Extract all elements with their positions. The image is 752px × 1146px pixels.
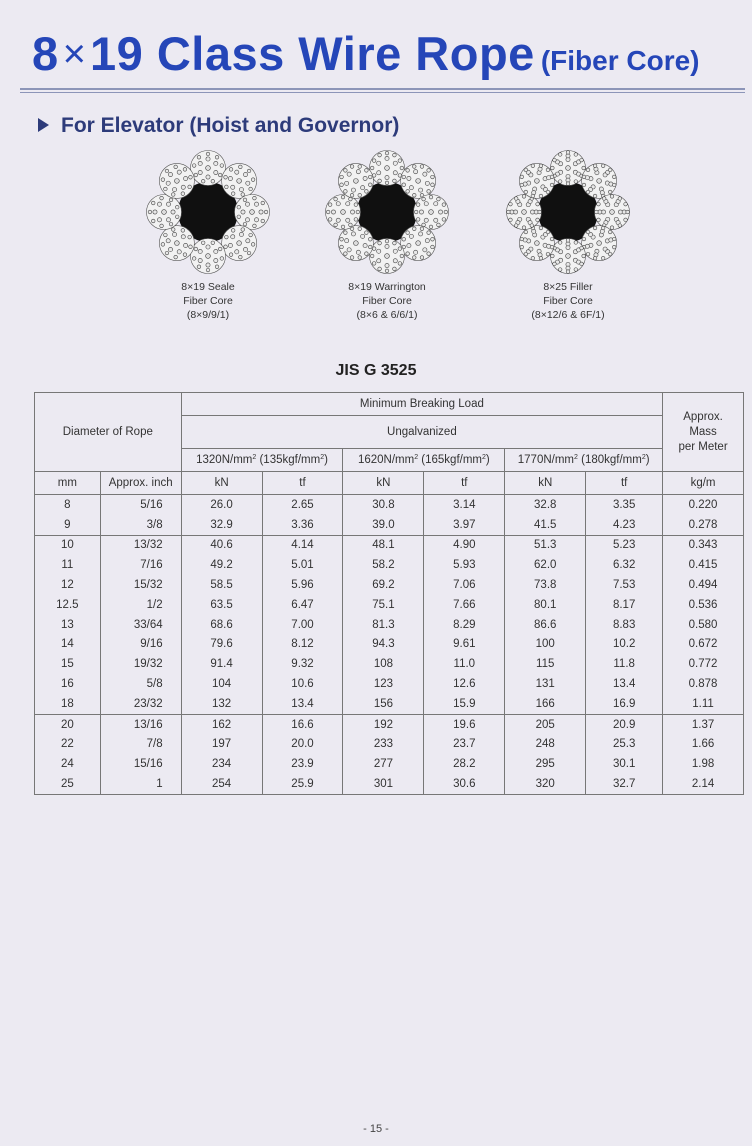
cell-tf-1770: 10.2: [586, 635, 663, 655]
header-diameter: Diameter of Rope: [35, 393, 182, 472]
cell-tf-1770: 13.4: [586, 674, 663, 694]
table-row: [35, 754, 744, 774]
cell-inch: 15/32: [100, 575, 181, 595]
cell-mass: 0.278: [663, 515, 744, 535]
cell-kn-1770: 32.8: [505, 495, 586, 515]
table-row: [35, 535, 744, 555]
header-grade-1320: [181, 449, 343, 472]
cell-inch: 3/8: [100, 515, 181, 535]
table-row: [35, 555, 744, 575]
table-row: [35, 714, 744, 734]
cell-mm: 10: [35, 535, 101, 555]
cell-tf-1620: 30.6: [424, 774, 505, 794]
cell-kn-1620: 58.2: [343, 555, 424, 575]
cell-mass: 2.14: [663, 774, 744, 794]
cell-kn-1770: 80.1: [505, 595, 586, 615]
cell-mass: 0.343: [663, 535, 744, 555]
header-mass: [663, 393, 744, 472]
cell-mass: 1.11: [663, 694, 744, 714]
cell-kn-1620: 156: [343, 694, 424, 714]
standard-label: JIS G 3525: [335, 362, 417, 379]
cell-tf-1620: 3.14: [424, 495, 505, 515]
cell-mass: 1.66: [663, 735, 744, 755]
cell-kn-1320: 104: [181, 674, 262, 694]
cell-inch: 33/64: [100, 615, 181, 635]
sup: 2: [574, 454, 578, 461]
table-row: [35, 575, 744, 595]
cell-mm: 24: [35, 754, 101, 774]
sup: 2: [320, 454, 325, 461]
grade-text: ): [645, 454, 650, 466]
cell-mm: 13: [35, 615, 101, 635]
cell-mm: 16: [35, 674, 101, 694]
cell-mass: 0.672: [663, 635, 744, 655]
cell-inch: 1: [100, 774, 181, 794]
cell-mm: 15: [35, 654, 101, 674]
cell-inch: 23/32: [100, 694, 181, 714]
header-tf: tf: [424, 472, 505, 495]
cell-kn-1320: 58.5: [181, 575, 262, 595]
cell-tf-1620: 5.93: [424, 555, 505, 575]
cell-inch: 13/16: [100, 714, 181, 734]
cell-kn-1770: 86.6: [505, 615, 586, 635]
cell-kn-1620: 48.1: [343, 535, 424, 555]
rope-cross-section-warrington-icon: [325, 150, 449, 274]
cell-tf-1770: 6.32: [586, 555, 663, 575]
cell-kn-1770: 62.0: [505, 555, 586, 575]
rope-cross-section-filler-icon: [506, 150, 630, 274]
page-title: [32, 27, 700, 80]
cell-tf-1620: 15.9: [424, 694, 505, 714]
cell-kn-1620: 30.8: [343, 495, 424, 515]
header-kn: kN: [181, 472, 262, 495]
cell-mass: 0.536: [663, 595, 744, 615]
sup: 2: [641, 454, 646, 461]
cell-kn-1320: 26.0: [181, 495, 262, 515]
section-heading-text: For Elevator (Hoist and Governor): [61, 114, 400, 137]
cell-inch: 19/32: [100, 654, 181, 674]
cell-kn-1770: 205: [505, 714, 586, 734]
cell-tf-1320: 23.9: [262, 754, 343, 774]
cell-kn-1620: 69.2: [343, 575, 424, 595]
grade-text: ): [324, 454, 328, 466]
cell-mm: 9: [35, 515, 101, 535]
grade-text: 1620N/mm: [357, 454, 415, 466]
cell-kn-1770: 51.3: [505, 535, 586, 555]
header-kn: kN: [343, 472, 424, 495]
cell-inch: 1/2: [100, 595, 181, 615]
cell-mm: 12.5: [35, 595, 101, 615]
cell-kn-1320: 49.2: [181, 555, 262, 575]
cell-tf-1770: 30.1: [586, 754, 663, 774]
cell-kn-1320: 132: [181, 694, 262, 714]
cell-kn-1320: 197: [181, 735, 262, 755]
cell-tf-1320: 6.47: [262, 595, 343, 615]
header-mass-line1: Approx.: [683, 410, 723, 423]
cell-kn-1320: 63.5: [181, 595, 262, 615]
cell-tf-1620: 7.66: [424, 595, 505, 615]
cell-kn-1770: 248: [505, 735, 586, 755]
page-number: - 15 -: [363, 1123, 389, 1135]
spec-table: [34, 392, 744, 795]
cell-tf-1620: 8.29: [424, 615, 505, 635]
cell-tf-1620: 9.61: [424, 635, 505, 655]
cell-inch: 5/8: [100, 674, 181, 694]
grade-text: (165kgf/mm: [418, 454, 483, 466]
cell-inch: 15/16: [100, 754, 181, 774]
cell-tf-1320: 3.36: [262, 515, 343, 535]
title-times-sign: ×: [62, 32, 86, 76]
cell-mass: 0.772: [663, 654, 744, 674]
cell-kn-1620: 277: [343, 754, 424, 774]
cell-mm: 11: [35, 555, 101, 575]
cell-mm: 8: [35, 495, 101, 515]
cell-kn-1320: 40.6: [181, 535, 262, 555]
cell-tf-1770: 4.23: [586, 515, 663, 535]
cell-kn-1770: 100: [505, 635, 586, 655]
triangle-bullet-icon: [38, 118, 49, 132]
cell-kn-1620: 192: [343, 714, 424, 734]
header-mass-line2: Mass: [689, 425, 717, 438]
header-mm: mm: [35, 472, 101, 495]
cell-tf-1320: 8.12: [262, 635, 343, 655]
title-number: 8: [32, 27, 59, 80]
rope-core: Fiber Core: [183, 295, 233, 307]
cell-kn-1770: 73.8: [505, 575, 586, 595]
cell-mass: 1.98: [663, 754, 744, 774]
cell-tf-1320: 5.96: [262, 575, 343, 595]
cell-kn-1620: 94.3: [343, 635, 424, 655]
cell-kn-1620: 233: [343, 735, 424, 755]
header-ungalvanized: Ungalvanized: [181, 416, 662, 449]
header-tf: tf: [262, 472, 343, 495]
cell-tf-1770: 25.3: [586, 735, 663, 755]
title-rule: [20, 88, 745, 90]
cell-kn-1770: 295: [505, 754, 586, 774]
cell-inch: 9/16: [100, 635, 181, 655]
sup: 2: [482, 454, 486, 461]
cell-tf-1770: 11.8: [586, 654, 663, 674]
cell-inch: 7/16: [100, 555, 181, 575]
cell-mass: 0.580: [663, 615, 744, 635]
cell-kn-1620: 81.3: [343, 615, 424, 635]
cell-kn-1320: 68.6: [181, 615, 262, 635]
title-text: 19 Class Wire Rope: [90, 27, 535, 80]
sup: 2: [252, 454, 257, 461]
table-row: [35, 735, 744, 755]
grade-text: ): [485, 454, 490, 466]
header-mass-unit: kg/m: [663, 472, 744, 495]
cell-tf-1620: 28.2: [424, 754, 505, 774]
header-mass-line3: per Meter: [678, 440, 728, 453]
cell-tf-1320: 13.4: [262, 694, 343, 714]
cell-tf-1620: 3.97: [424, 515, 505, 535]
cell-tf-1320: 9.32: [262, 654, 343, 674]
rope-name: 8×19 Warrington: [348, 281, 426, 293]
cell-tf-1320: 10.6: [262, 674, 343, 694]
header-tf: tf: [586, 472, 663, 495]
rope-name: 8×25 Filler: [543, 281, 593, 293]
cell-tf-1620: 4.90: [424, 535, 505, 555]
rope-construction: (8×12/6 & 6F/1): [531, 309, 605, 321]
table-row: [35, 495, 744, 515]
cell-tf-1770: 16.9: [586, 694, 663, 714]
rope-core: Fiber Core: [543, 295, 593, 307]
cell-inch: 13/32: [100, 535, 181, 555]
grade-text: 1320N/mm: [196, 454, 253, 466]
cell-tf-1320: 4.14: [262, 535, 343, 555]
cell-tf-1770: 3.35: [586, 495, 663, 515]
cell-kn-1320: 32.9: [181, 515, 262, 535]
rope-caption-warrington: [302, 280, 472, 322]
table-row: [35, 515, 744, 535]
cell-kn-1770: 166: [505, 694, 586, 714]
cell-kn-1620: 301: [343, 774, 424, 794]
cell-mass: 0.878: [663, 674, 744, 694]
table-row: [35, 674, 744, 694]
cell-kn-1620: 39.0: [343, 515, 424, 535]
cell-tf-1770: 7.53: [586, 575, 663, 595]
table-row: [35, 774, 744, 794]
rope-caption-seale: [123, 280, 293, 322]
cell-inch: 7/8: [100, 735, 181, 755]
table-row: [35, 615, 744, 635]
cell-tf-1770: 8.83: [586, 615, 663, 635]
table-row: [35, 595, 744, 615]
grade-text: 1770N/mm: [517, 454, 575, 466]
cell-kn-1320: 234: [181, 754, 262, 774]
cell-tf-1620: 12.6: [424, 674, 505, 694]
cell-mm: 12: [35, 575, 101, 595]
cell-mm: 20: [35, 714, 101, 734]
cell-mass: 0.220: [663, 495, 744, 515]
header-grade-1770: [505, 449, 663, 472]
cell-mm: 18: [35, 694, 101, 714]
title-subtitle: (Fiber Core): [540, 45, 700, 76]
table-row: [35, 694, 744, 714]
cell-kn-1620: 123: [343, 674, 424, 694]
cell-mm: 22: [35, 735, 101, 755]
cell-mm: 14: [35, 635, 101, 655]
cell-kn-1770: 131: [505, 674, 586, 694]
cell-kn-1320: 91.4: [181, 654, 262, 674]
cell-tf-1620: 7.06: [424, 575, 505, 595]
cell-tf-1320: 7.00: [262, 615, 343, 635]
cell-mass: 1.37: [663, 714, 744, 734]
rope-construction: (8×6 & 6/6/1): [356, 309, 418, 321]
rope-name: 8×19 Seale: [181, 281, 235, 293]
cell-kn-1620: 108: [343, 654, 424, 674]
cell-kn-1770: 320: [505, 774, 586, 794]
cell-mass: 0.494: [663, 575, 744, 595]
cell-tf-1620: 19.6: [424, 714, 505, 734]
cell-inch: 5/16: [100, 495, 181, 515]
cell-tf-1320: 20.0: [262, 735, 343, 755]
header-min-breaking-load: Minimum Breaking Load: [181, 393, 662, 416]
cell-tf-1320: 2.65: [262, 495, 343, 515]
cell-tf-1770: 32.7: [586, 774, 663, 794]
rope-caption-filler: [483, 280, 653, 322]
cell-tf-1620: 23.7: [424, 735, 505, 755]
cell-tf-1320: 5.01: [262, 555, 343, 575]
cell-tf-1770: 20.9: [586, 714, 663, 734]
cell-tf-1320: 25.9: [262, 774, 343, 794]
header-inch: Approx. inch: [100, 472, 181, 495]
cell-tf-1620: 11.0: [424, 654, 505, 674]
cell-mass: 0.415: [663, 555, 744, 575]
rope-construction: (8×9/9/1): [186, 309, 230, 321]
rope-cross-section-seale-icon: [146, 150, 270, 274]
header-kn: kN: [505, 472, 586, 495]
cell-kn-1320: 79.6: [181, 635, 262, 655]
cell-tf-1320: 16.6: [262, 714, 343, 734]
title-rule-thin: [20, 92, 745, 93]
grade-text: (180kgf/mm: [577, 454, 642, 466]
cell-kn-1320: 254: [181, 774, 262, 794]
table-row: [35, 635, 744, 655]
cell-kn-1770: 41.5: [505, 515, 586, 535]
header-grade-1620: [343, 449, 505, 472]
cell-kn-1770: 115: [505, 654, 586, 674]
sup: 2: [414, 454, 419, 461]
rope-core: Fiber Core: [362, 295, 412, 307]
cell-kn-1620: 75.1: [343, 595, 424, 615]
cell-mm: 25: [35, 774, 101, 794]
section-heading: [38, 114, 399, 138]
grade-text: (135kgf/mm: [256, 454, 321, 466]
cell-tf-1770: 5.23: [586, 535, 663, 555]
cell-tf-1770: 8.17: [586, 595, 663, 615]
cell-kn-1320: 162: [181, 714, 262, 734]
table-row: [35, 654, 744, 674]
